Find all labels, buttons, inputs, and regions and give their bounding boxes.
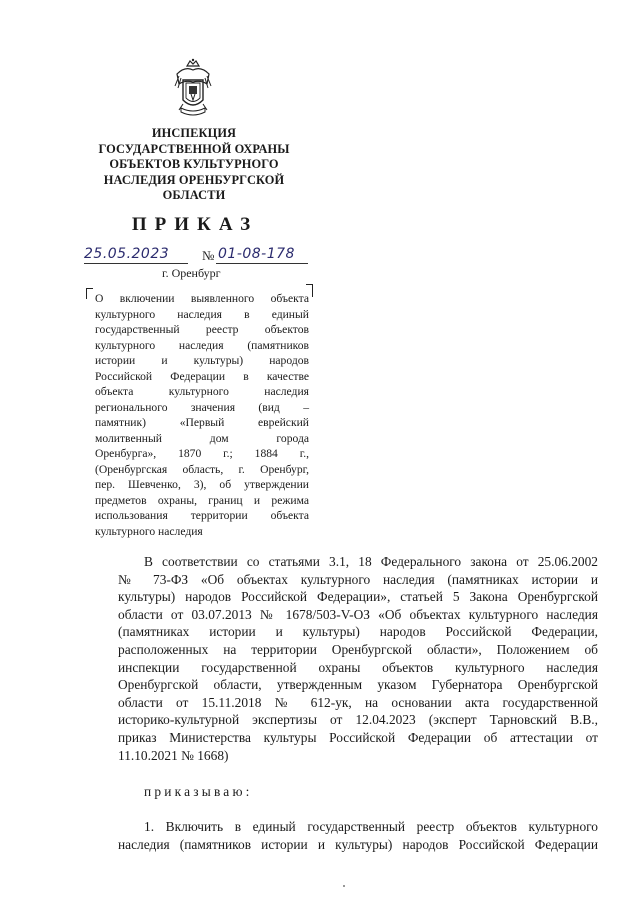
agency-line: ГОСУДАРСТВЕННОЙ ОХРАНЫ <box>98 141 290 156</box>
body-line: расположенных на территории Оренбургской области», Положением об <box>118 641 598 657</box>
body-line: 11.10.2021 № 1668) <box>118 747 229 763</box>
handwritten-date: 25.05.2023 <box>84 246 170 262</box>
preamble-paragraph <box>118 553 598 764</box>
body-line: культуры) народов Российской Федерации», статьей 5 Закона Оренбургской <box>118 589 598 605</box>
subject-line: памятник) «Первый еврейский <box>95 416 309 429</box>
body-line: историко-культурной экспертизы от 12.04.2023 (эксперт Тарновский В.В., <box>118 712 598 728</box>
body-line: инспекции государственной охраны объектов культурного наследия <box>118 659 598 675</box>
subject-line: культурного наследия (памятников <box>95 338 309 352</box>
agency-line: ОБЛАСТИ <box>162 188 226 203</box>
subject-bracket-left <box>86 288 93 299</box>
item-line: наследия (памятников истории и культуры) народов Российской Федерации <box>118 836 598 852</box>
subject-line: предметов охраны, границ и режима <box>95 493 309 507</box>
subject-line: истории и культуры) народов <box>95 354 309 367</box>
order-subject <box>95 291 309 539</box>
agency-name <box>78 126 310 204</box>
number-sign: № <box>202 248 215 263</box>
body-line: № 73-ФЗ «Об объектах культурного наследия (памятниках истории и <box>118 571 598 587</box>
body-line: области от 03.07.2013 № 1678/503-V-ОЗ «Об объектах культурного наследия <box>118 606 598 622</box>
agency-line: ИНСПЕКЦИЯ <box>151 126 237 140</box>
scan-speck <box>343 885 345 887</box>
subject-line: О включении выявленного объекта <box>95 292 309 305</box>
agency-line: НАСЛЕДИЯ ОРЕНБУРГСКОЙ <box>103 172 285 187</box>
body-line: (памятниках истории и культуры) народов Российской Федерации, <box>118 624 598 640</box>
body-line: Оренбургской области, утвержденным указом Губернатора Оренбургской <box>118 677 598 693</box>
issue-city: г. Оренбург <box>162 266 221 280</box>
date-underline <box>84 263 188 264</box>
number-underline <box>216 263 308 264</box>
subject-line: культурного наследия в единый <box>95 307 309 321</box>
body-line: области от 15.11.2018 № 612-ук, на основании акта государственной <box>118 694 598 710</box>
order-word: приказываю: <box>144 784 253 799</box>
subject-line: Оренбурга», 1870 г.; 1884 г., <box>95 447 309 460</box>
body-line: приказ Министерства культуры Российской Федерации об аттестации от <box>118 729 598 745</box>
subject-line: объекта культурного наследия <box>95 385 309 398</box>
subject-line: культурного наследия <box>95 524 203 538</box>
registration-line <box>84 244 324 268</box>
subject-line: (Оренбургская область, г. Оренбург, <box>95 462 309 476</box>
subject-line: Российской Федерации в качестве <box>95 369 309 383</box>
subject-line: государственный реестр объектов <box>95 323 309 336</box>
handwritten-number: 01-08-178 <box>218 246 295 262</box>
coat-of-arms-icon <box>171 58 215 118</box>
subject-line: молитвенный дом города <box>95 431 309 445</box>
item-line: 1. Включить в единый государственный реестр объектов культурного <box>144 819 598 834</box>
subject-line: пер. Шевченко, 3), об утверждении <box>95 478 309 491</box>
agency-line: ОБЪЕКТОВ КУЛЬТУРНОГО <box>109 157 279 172</box>
subject-line: регионального значения (вид – <box>95 400 309 414</box>
subject-line: использования территории объекта <box>95 509 309 522</box>
document-title: ПРИКАЗ <box>131 214 259 235</box>
body-line: В соответствии со статьями 3.1, 18 Федерального закона от 25.06.2002 <box>144 554 598 569</box>
order-item-1 <box>118 818 598 853</box>
